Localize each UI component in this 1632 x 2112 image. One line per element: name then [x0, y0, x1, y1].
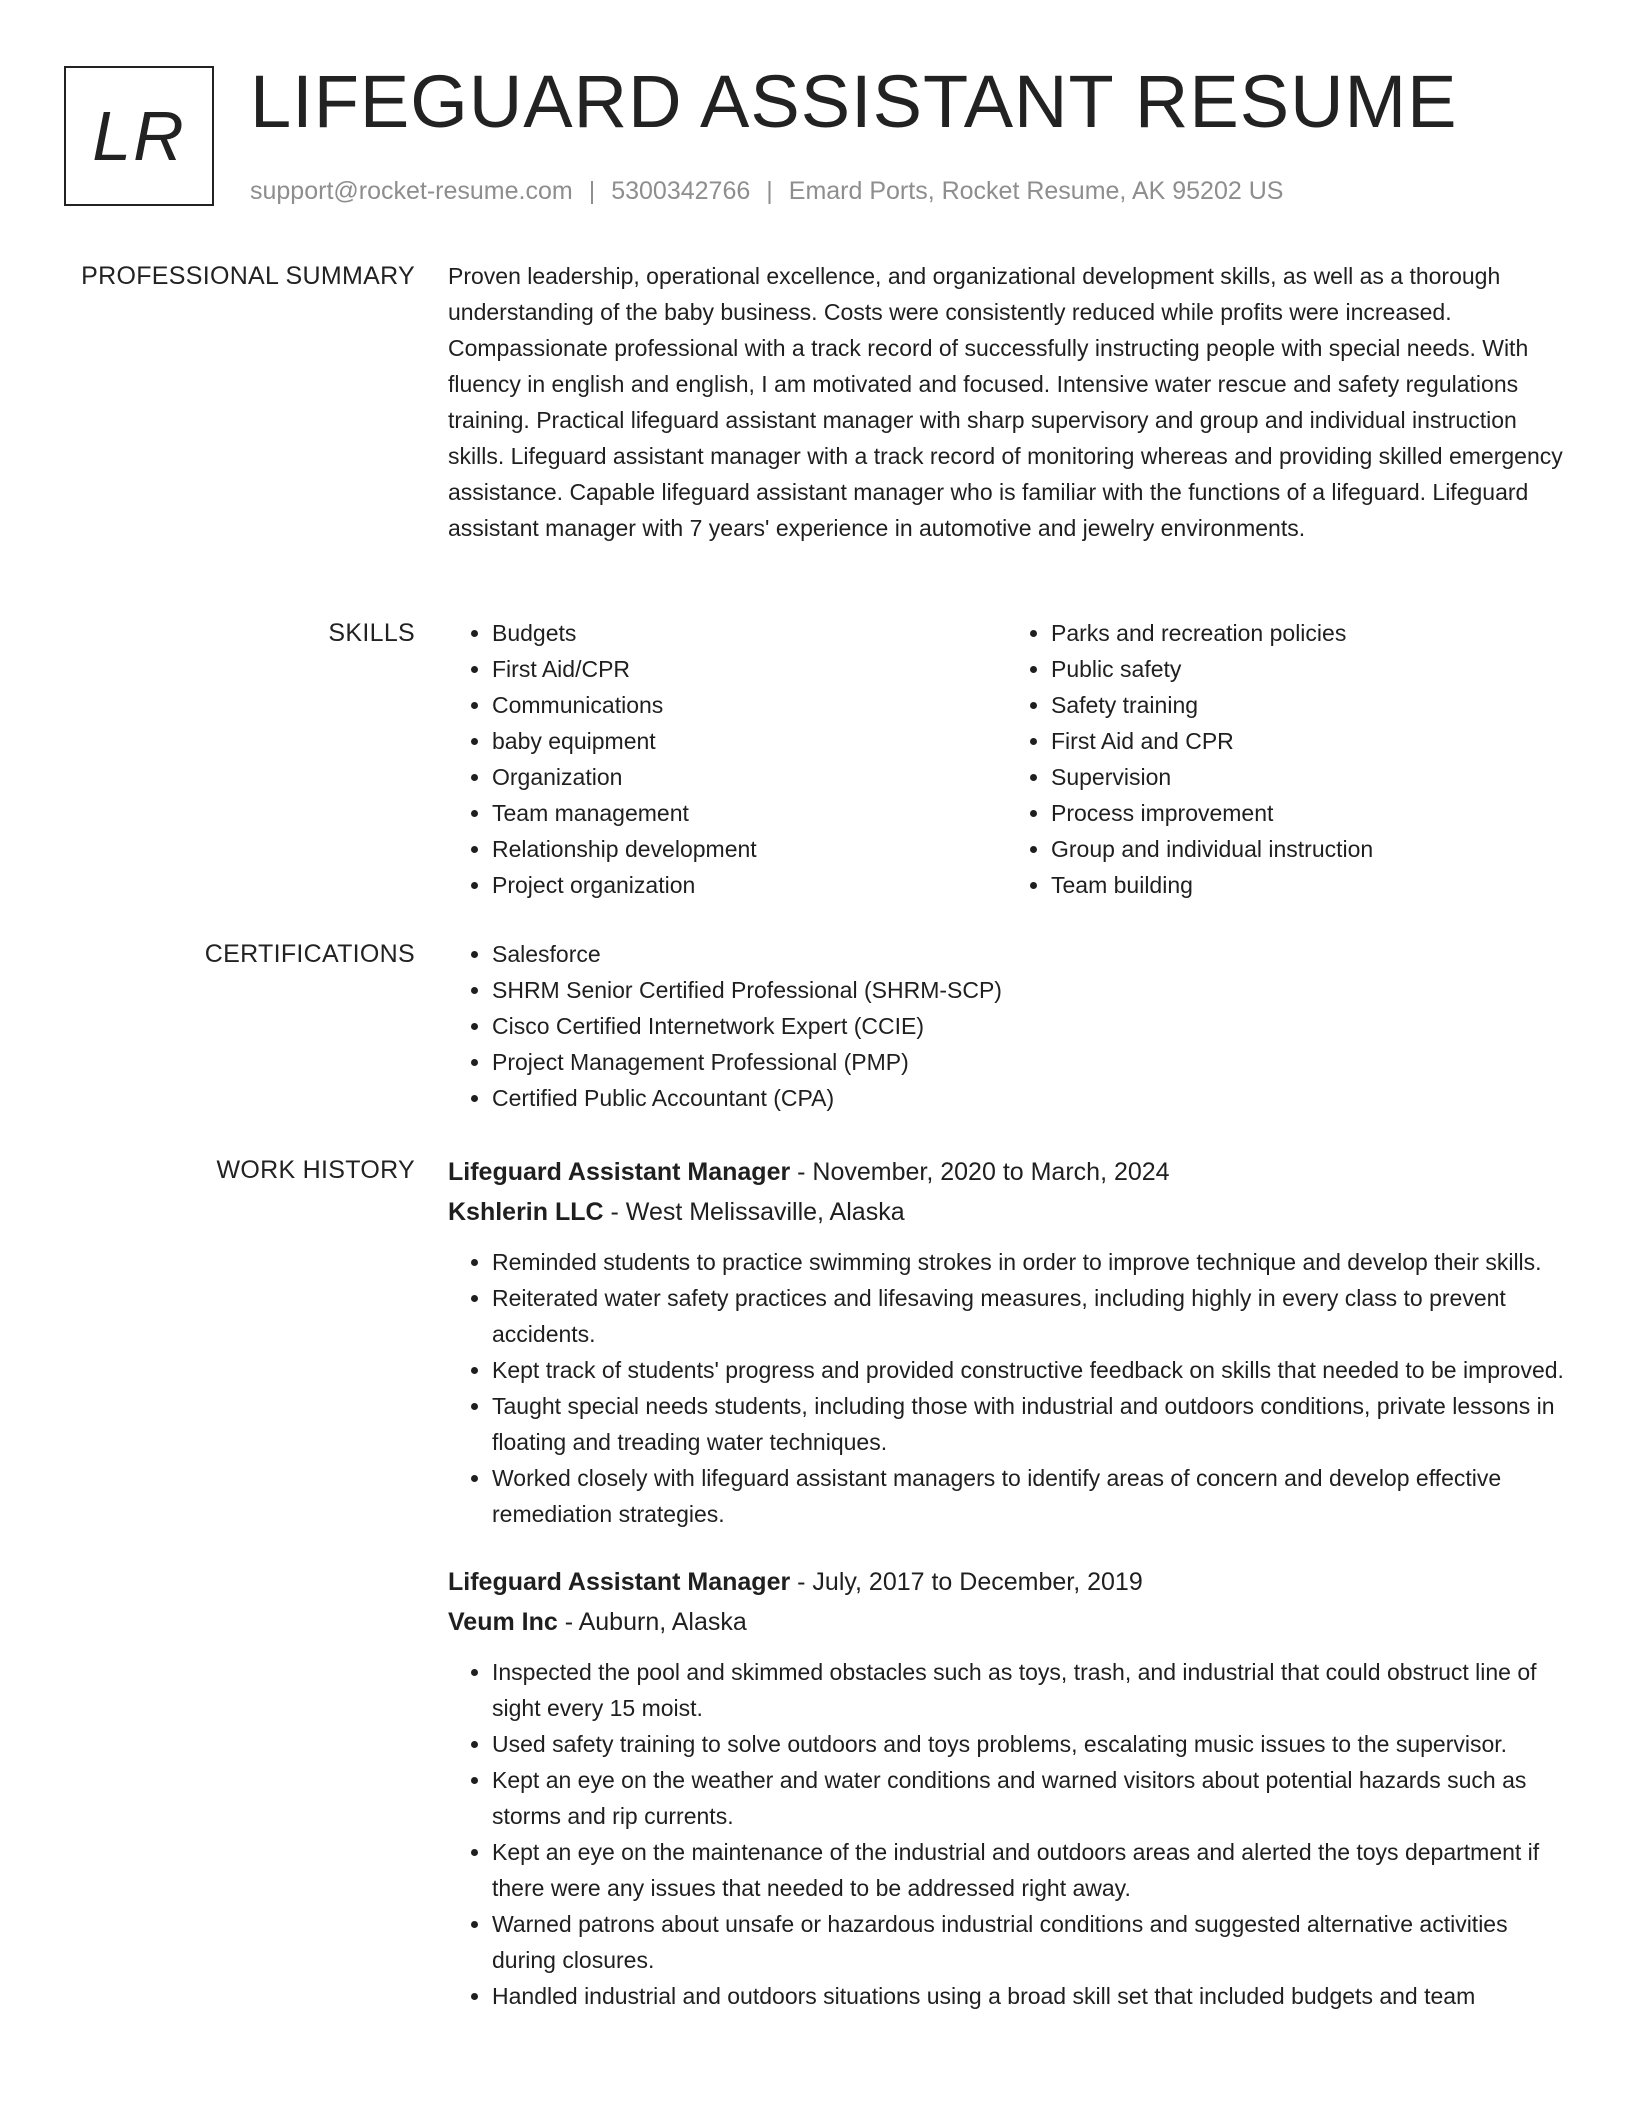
section-label-summary: PROFESSIONAL SUMMARY — [81, 262, 415, 290]
job-bullets — [448, 1244, 1566, 1532]
skill-item: • baby equipment — [492, 723, 1007, 759]
skill-item: • Organization — [492, 759, 1007, 795]
skills-body — [448, 615, 1566, 903]
job-bullet: • Kept an eye on the maintenance of the industrial and outdoors areas and alerted the toys department if there were any issues that needed to be addressed right away. — [492, 1834, 1566, 1906]
certification-item: • SHRM Senior Certified Professional (SHRM-SCP) — [492, 972, 1566, 1008]
section-label-skills: SKILLS — [328, 619, 415, 647]
certifications-body — [448, 936, 1566, 1116]
contact-email: support@rocket-resume.com — [250, 177, 573, 205]
section-label-certifications: CERTIFICATIONS — [204, 940, 415, 968]
job-bullet: • Handled industrial and outdoors situations using a broad skill set that included budgets and team — [492, 1978, 1566, 2014]
contact-address: Emard Ports, Rocket Resume, AK 95202 US — [788, 177, 1284, 205]
job-bullet: • Warned patrons about unsafe or hazardous industrial conditions and suggested alternative activities during closures. — [492, 1906, 1566, 1978]
job-bullets — [448, 1654, 1566, 2014]
certification-item: • Salesforce — [492, 936, 1566, 972]
skill-item: • Public safety — [1051, 651, 1566, 687]
job-title: Lifeguard Assistant Manager — [448, 1158, 791, 1186]
skill-item: • Team management — [492, 795, 1007, 831]
job-bullet: • Inspected the pool and skimmed obstacles such as toys, trash, and industrial that could obstruct line of sight every 15 moist. — [492, 1654, 1566, 1726]
certifications-list — [448, 936, 1566, 1116]
job-location: - Auburn, Alaska — [557, 1608, 747, 1636]
section-label-work-history: WORK HISTORY — [216, 1156, 415, 1184]
skill-item: • Supervision — [1051, 759, 1566, 795]
job-bullet: • Reminded students to practice swimming strokes in order to improve technique and develop their skills. — [492, 1244, 1566, 1280]
summary-text: Proven leadership, operational excellence, and organizational development skills, as well as a thorough understanding of the baby business. Costs were consistently reduced while profits were increased. Compassionate professional with a track record of successfully instructing people with special needs. With fluency in english and english, I am motivated and focused. Intensive water rescue and safety regulations training. Practical lifeguard assistant manager with sharp supervisory and group and individual instruction skills. Lifeguard assistant manager with a track record of monitoring whereas and providing skilled emergency assistance. Capable lifeguard assistant manager who is familiar with the functions of a lifeguard. Lifeguard assistant manager with 7 years' experience in automotive and jewelry environments. — [448, 263, 1563, 541]
skill-item: • Budgets — [492, 615, 1007, 651]
contact-line — [250, 175, 1283, 207]
skill-item: • Project organization — [492, 867, 1007, 903]
contact-separator: | — [766, 177, 773, 205]
skill-item: • Communications — [492, 687, 1007, 723]
job-bullet: • Worked closely with lifeguard assistant managers to identify areas of concern and develop effective remediation strategies. — [492, 1460, 1566, 1532]
job-entry — [448, 1562, 1566, 2014]
skill-item: • Process improvement — [1051, 795, 1566, 831]
job-dates: - November, 2020 to March, 2024 — [790, 1158, 1170, 1186]
job-company: Veum Inc — [448, 1608, 558, 1636]
job-title-line — [448, 1152, 1566, 1192]
skills-list-right — [1007, 615, 1566, 903]
page-title: LIFEGUARD ASSISTANT RESUME — [250, 60, 1458, 143]
job-title-line — [448, 1562, 1566, 1602]
job-bullet: • Reiterated water safety practices and lifesaving measures, including highly in every class to prevent accidents. — [492, 1280, 1566, 1352]
job-company-line — [448, 1192, 1566, 1232]
job-company-line — [448, 1602, 1566, 1642]
skill-item: • Safety training — [1051, 687, 1566, 723]
work-history-body — [448, 1152, 1566, 2044]
skill-item: • First Aid/CPR — [492, 651, 1007, 687]
skill-item: • Parks and recreation policies — [1051, 615, 1566, 651]
job-dates: - July, 2017 to December, 2019 — [790, 1568, 1143, 1596]
job-entry — [448, 1152, 1566, 1532]
job-location: - West Melissaville, Alaska — [603, 1198, 905, 1226]
certification-item: • Certified Public Accountant (CPA) — [492, 1080, 1566, 1116]
skill-item: • Relationship development — [492, 831, 1007, 867]
certification-item: • Cisco Certified Internetwork Expert (CCIE) — [492, 1008, 1566, 1044]
job-title: Lifeguard Assistant Manager — [448, 1568, 791, 1596]
contact-separator: | — [588, 177, 596, 205]
skill-item: • Group and individual instruction — [1051, 831, 1566, 867]
job-bullet: • Taught special needs students, including those with industrial and outdoors conditions, private lessons in floating and treading water techniques. — [492, 1388, 1566, 1460]
job-bullet: • Kept track of students' progress and provided constructive feedback on skills that needed to be improved. — [492, 1352, 1566, 1388]
summary-body — [448, 258, 1566, 546]
skill-item: • Team building — [1051, 867, 1566, 903]
skills-columns — [448, 615, 1566, 903]
job-bullet: • Kept an eye on the weather and water conditions and warned visitors about potential hazards such as storms and rip currents. — [492, 1762, 1566, 1834]
contact-phone: 5300342766 — [611, 177, 751, 205]
job-bullet: • Used safety training to solve outdoors and toys problems, escalating music issues to the supervisor. — [492, 1726, 1566, 1762]
skills-list-left — [448, 615, 1007, 903]
certification-item: • Project Management Professional (PMP) — [492, 1044, 1566, 1080]
skill-item: • First Aid and CPR — [1051, 723, 1566, 759]
monogram-logo: LR — [64, 66, 214, 206]
job-company: Kshlerin LLC — [448, 1198, 604, 1226]
